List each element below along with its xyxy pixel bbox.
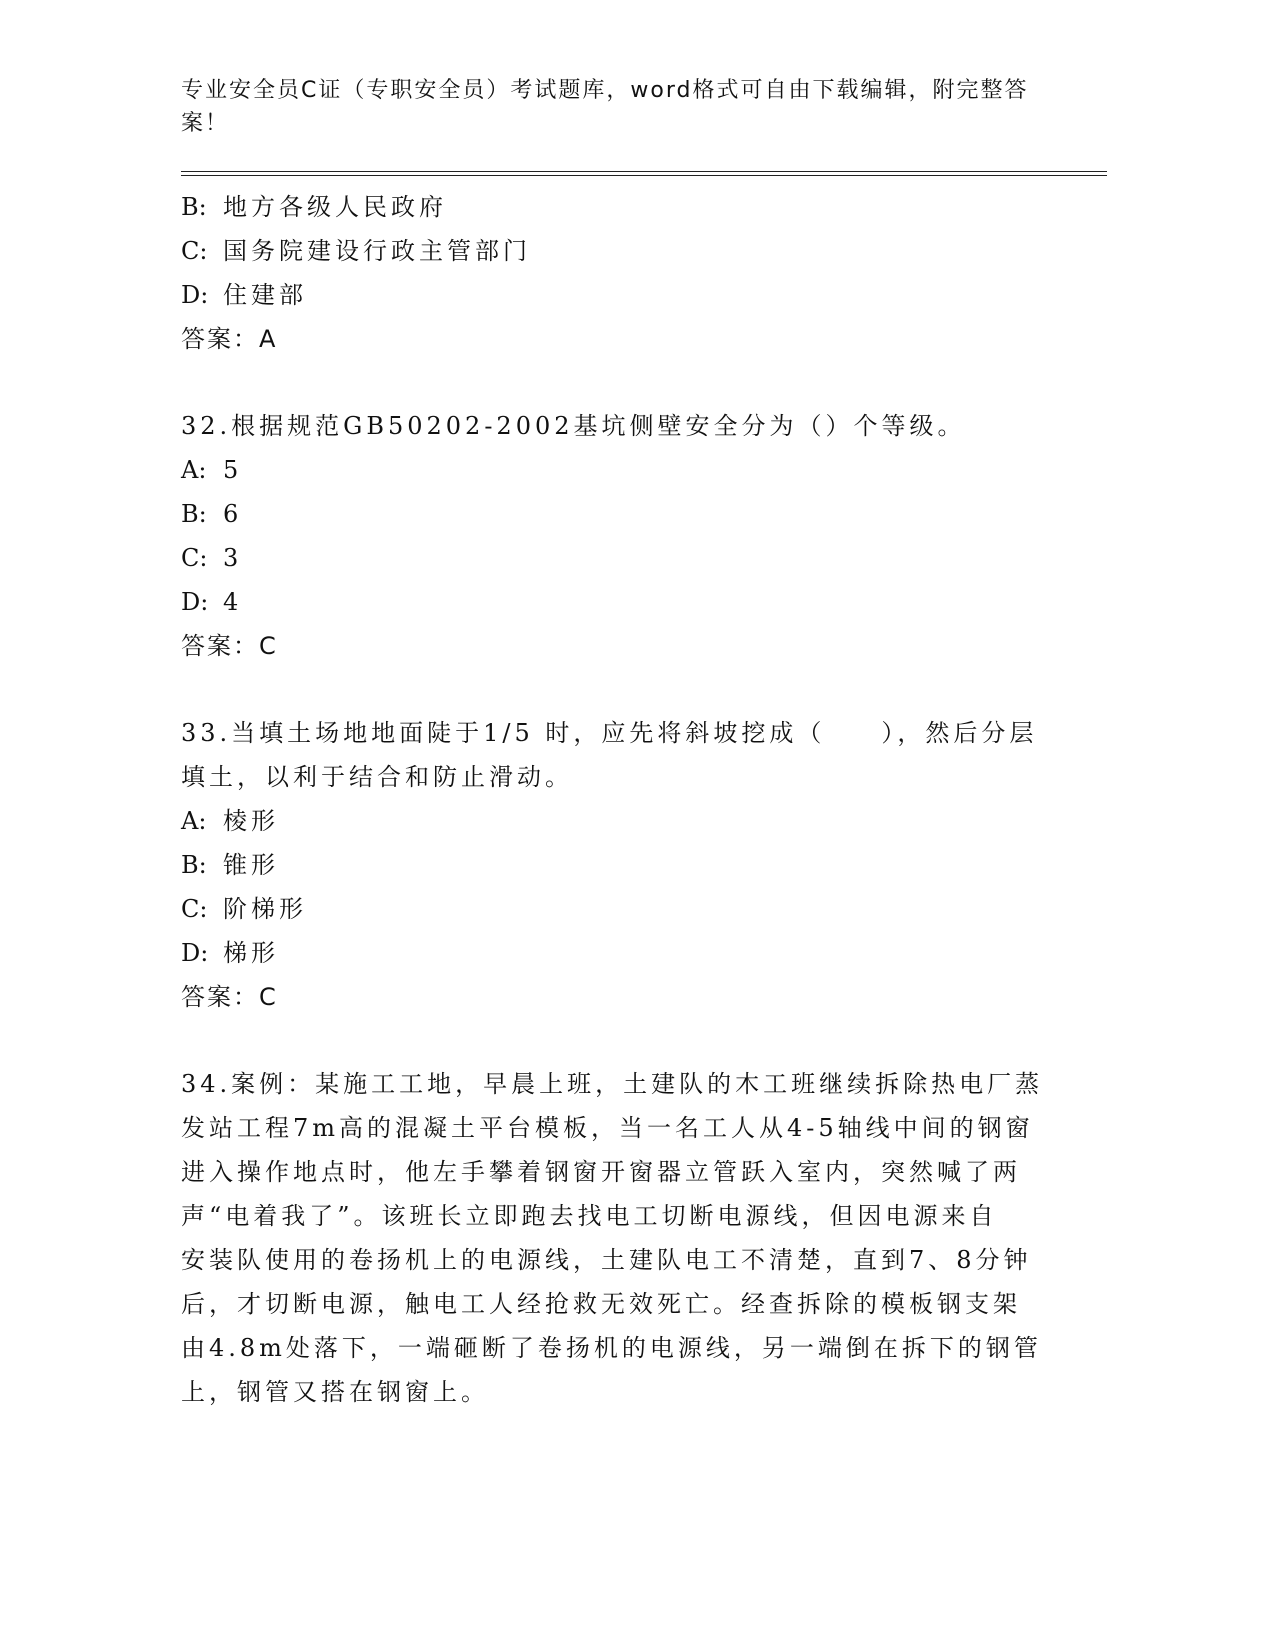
question-31-tail xyxy=(181,185,1041,361)
answer-line: 答案：C xyxy=(181,983,278,1011)
case-text-line: 发站工程7m高的混凝土平台模板，当一名工人从4-5轴线中间的钢窗 xyxy=(181,1114,1034,1142)
question-spacer xyxy=(181,668,1041,711)
question-text: 32.根据规范GB50202-2002基坑侧壁安全分为（）个等级。 xyxy=(181,412,966,440)
option-key: C: xyxy=(181,237,208,265)
question-34 xyxy=(181,1062,1044,1414)
header-rule-top xyxy=(181,171,1107,172)
question-33 xyxy=(181,711,1041,1019)
question-32 xyxy=(181,404,1041,668)
option-text: 梯形 xyxy=(223,939,279,967)
option-key: D: xyxy=(181,939,209,967)
option-key: A: xyxy=(181,807,207,835)
option-text: 地方各级人民政府 xyxy=(223,193,447,221)
option-d xyxy=(181,580,1041,624)
option-text: 住建部 xyxy=(223,281,307,309)
option-text: 4 xyxy=(223,588,243,616)
option-text: 阶梯形 xyxy=(223,895,307,923)
case-text-line: 声“电着我了”。该班长立即跑去找电工切断电源线，但因电源来自 xyxy=(181,1202,998,1230)
option-key: B: xyxy=(181,851,207,879)
option-key: C: xyxy=(181,544,208,572)
option-key: D: xyxy=(181,281,209,309)
option-d xyxy=(181,931,1041,975)
header-line-1: 专业安全员C证（专职安全员）考试题库，word格式可自由下载编辑，附完整答 xyxy=(181,78,1029,103)
question-text-continued: 填土，以利于结合和防止滑动。 xyxy=(181,763,573,791)
header-line-2: 案！ xyxy=(181,111,230,136)
option-key: A: xyxy=(181,456,207,484)
option-a xyxy=(181,799,1041,843)
question-spacer xyxy=(181,1019,1041,1062)
case-text-line: 上，钢管又搭在钢窗上。 xyxy=(181,1378,489,1406)
case-text-line: 由4.8m处落下，一端砸断了卷扬机的电源线，另一端倒在拆下的钢管 xyxy=(181,1334,1042,1362)
option-b xyxy=(181,185,1041,229)
answer-line: 答案：A xyxy=(181,325,278,353)
case-text-line: 后，才切断电源，触电工人经抢救无效死亡。经查拆除的模板钢支架 xyxy=(181,1290,1021,1318)
option-key: D: xyxy=(181,588,209,616)
option-key: C: xyxy=(181,895,208,923)
option-d xyxy=(181,273,1041,317)
option-c xyxy=(181,536,1041,580)
case-text-line: 安装队使用的卷扬机上的电源线，土建队电工不清楚，直到7、8分钟 xyxy=(181,1246,1032,1274)
option-text: 5 xyxy=(223,456,243,484)
page-header xyxy=(181,74,1031,140)
case-text-line: 进入操作地点时，他左手攀着钢窗开窗器立管跃入室内，突然喊了两 xyxy=(181,1158,1021,1186)
question-text: 33.当填土场地地面陡于1/5 时，应先将斜坡挖成（ ），然后分层 xyxy=(181,719,1038,747)
option-text: 棱形 xyxy=(223,807,279,835)
option-c xyxy=(181,887,1041,931)
question-spacer xyxy=(181,361,1041,404)
case-text-line: 34.案例：某施工工地，早晨上班，土建队的木工班继续拆除热电厂蒸 xyxy=(181,1070,1044,1098)
header-rule-bottom xyxy=(181,175,1107,176)
option-text: 国务院建设行政主管部门 xyxy=(223,237,531,265)
question-content xyxy=(181,185,1044,1414)
option-text: 锥形 xyxy=(223,851,279,879)
option-text: 3 xyxy=(223,544,243,572)
option-a xyxy=(181,448,1041,492)
answer-line: 答案：C xyxy=(181,632,278,660)
option-key: B: xyxy=(181,500,207,528)
option-key: B: xyxy=(181,193,207,221)
option-c xyxy=(181,229,1041,273)
option-text: 6 xyxy=(223,500,243,528)
option-b xyxy=(181,492,1041,536)
option-b xyxy=(181,843,1041,887)
